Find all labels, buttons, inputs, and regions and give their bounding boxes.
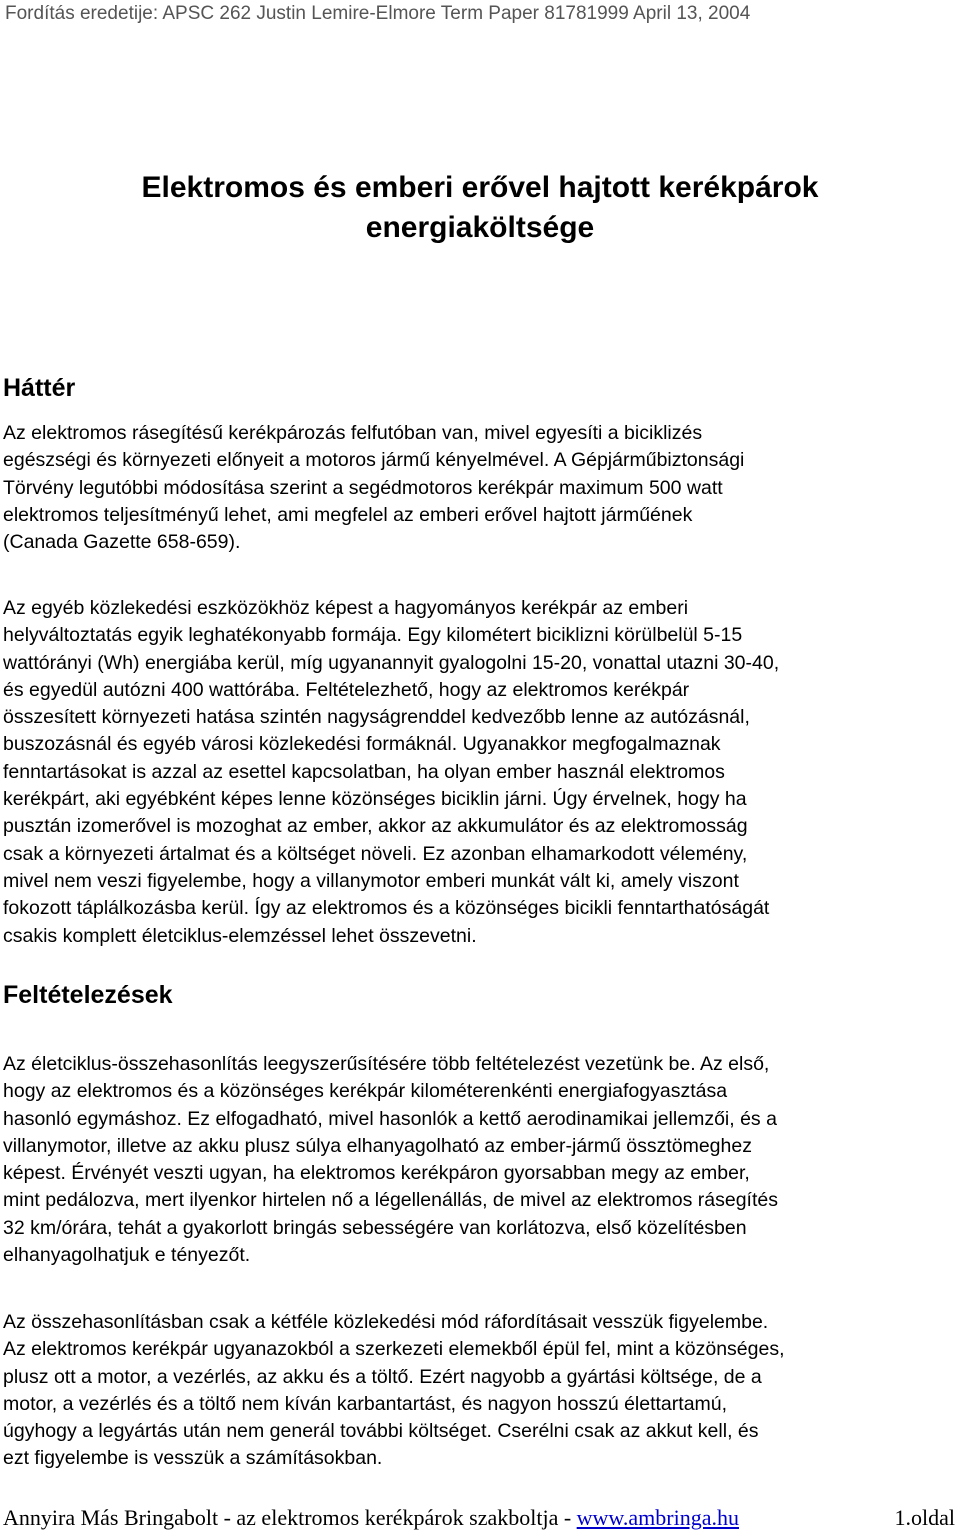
text-line: Az életciklus-összehasonlítás leegyszerűsítésére több feltételezést vezetünk be. Az első, <box>3 1053 770 1075</box>
text-line: pusztán izomerővel is mozoghat az ember, akkor az akkumulátor és az elektromosság <box>3 815 748 838</box>
text-line: mivel nem veszi figyelembe, hogy a villanymotor emberi munkát vált ki, amely viszont <box>3 869 739 892</box>
paragraph <box>3 1309 955 1473</box>
footer-text: Annyira Más Bringabolt - az elektromos kerékpárok szakboltja - <box>3 1505 577 1530</box>
text-line: plusz ott a motor, a vezérlés, az akku és a töltő. Ezért nagyobb a gyártási költsége, de a <box>3 1365 762 1388</box>
document-title <box>0 168 960 248</box>
text-line: Az elektromos kerékpár ugyanazokból a szerkezeti elemekből épül fel, mint a közönséges, <box>3 1338 785 1361</box>
text-line: elektromos teljesítményű lehet, ami megfelel az emberi erővel hajtott járműének <box>3 503 693 526</box>
text-line: csak a környezeti ártalmat és a költséget növeli. Ez azonban elhamarkodott vélemény, <box>3 842 748 865</box>
page-header: Fordítás eredetije: APSC 262 Justin Lemire-Elmore Term Paper 81781999 April 13, 2004 <box>5 3 751 24</box>
text-line: hogy az elektromos és a közönséges kerékpár kilométerenkénti energiafogyasztása <box>3 1080 728 1103</box>
text-line: villanymotor, illetve az akku plusz súlya elhanyagolható az ember-jármű össztömeghez <box>3 1134 752 1157</box>
document-title-line: energiaköltsége <box>365 211 595 244</box>
page-number: 1.oldal <box>894 1505 955 1530</box>
text-line: Az összehasonlításban csak a kétféle közlekedési mód ráfordításait vesszük figyelembe. <box>3 1311 769 1333</box>
text-line: 32 km/órára, tehát a gyakorlott bringás sebességére van korlátozva, első közelítésben <box>3 1216 747 1239</box>
paragraph <box>3 595 955 950</box>
text-line: motor, a vezérlés és a töltő nem kíván karbantartást, és nagyon hosszú élettartamú, <box>3 1392 728 1415</box>
text-line: és egyedül autózni 400 wattórába. Feltételezhető, hogy az elektromos kerékpár <box>3 678 690 701</box>
page-footer <box>3 1502 955 1534</box>
text-line: hasonló egymáshoz. Ez elfogadható, mivel hasonlók a kettő aerodinamikai jellemzői, és a <box>3 1107 777 1130</box>
text-line: Az elektromos rásegítésű kerékpározás felfutóban van, mivel egyesíti a biciklizés <box>3 422 703 444</box>
text-line: ezt figyelembe is vesszük a számításokban. <box>3 1447 383 1470</box>
text-line: elhanyagolhatjuk e tényezőt. <box>3 1244 251 1267</box>
text-line: kerékpárt, aki egyébként képes lenne közönséges biciklin járni. Úgy érvelnek, hogy ha <box>3 788 747 811</box>
text-line: (Canada Gazette 658-659). <box>3 531 241 554</box>
text-line: fenntartásokat is azzal az esettel kapcsolatban, ha olyan ember használ elektromos <box>3 760 725 783</box>
paragraph <box>3 1051 955 1269</box>
text-line: mint pedálozva, mert ilyenkor hirtelen nő a légellenállás, de mivel az elektromos rásegítés <box>3 1189 778 1212</box>
footer-website-link[interactable]: www.ambringa.hu <box>576 1505 739 1530</box>
text-line: buszozásnál és egyéb városi közlekedési formáknál. Ugyanakkor megfogalmaznak <box>3 733 721 756</box>
text-line: helyváltoztatás egyik leghatékonyabb formája. Egy kilométert biciklizni körülbelül 5-15 <box>3 624 743 647</box>
text-line: úgyhogy a legyártás után nem generál további költséget. Cserélni csak az akkut kell, és <box>3 1420 759 1443</box>
section-heading-feltetelezesek: Feltételezések <box>3 981 173 1009</box>
paragraph <box>3 420 955 556</box>
text-line: összesített környezeti hatása szintén nagyságrenddel kedvezőbb lenne az autózásnál, <box>3 706 750 729</box>
text-line: képest. Érvényét veszti ugyan, ha elektromos kerékpáron gyorsabban megy az ember, <box>3 1162 750 1185</box>
section-heading-hatter: Háttér <box>3 374 76 402</box>
text-line: csakis komplett életciklus-elemzéssel lehet összevetni. <box>3 924 477 947</box>
text-line: Törvény legutóbbi módosítása szerint a segédmotoros kerékpár maximum 500 watt <box>3 476 723 499</box>
text-line: Az egyéb közlekedési eszközökhöz képest a hagyományos kerékpár az emberi <box>3 597 689 619</box>
text-line: wattórányi (Wh) energiába kerül, míg ugyanannyit gyalogolni 15-20, vonattal utazni 30-40, <box>3 651 780 674</box>
document-title-line: Elektromos és emberi erővel hajtott kerékpárok <box>141 171 819 204</box>
text-line: egészségi és környezeti előnyeit a motoros jármű kényelmével. A Gépjárműbiztonsági <box>3 449 745 472</box>
text-line: fokozott táplálkozásba kerül. Így az elektromos és a közönséges bicikli fenntarthatóságát <box>3 897 770 920</box>
